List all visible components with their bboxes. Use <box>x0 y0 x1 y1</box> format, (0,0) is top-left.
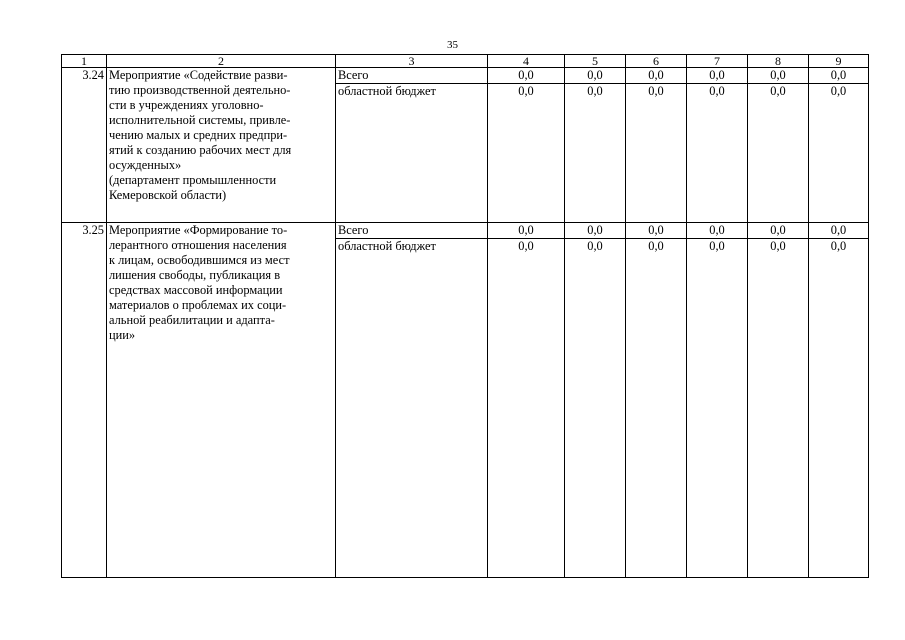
column-number-row <box>62 55 869 68</box>
funding-value: 0,0 <box>809 84 869 223</box>
funding-value: 0,0 <box>626 84 687 223</box>
funding-value: 0,0 <box>565 84 626 223</box>
column-header: 9 <box>809 55 869 68</box>
activity-description-text: Мероприятие «Формирование то- лерантного отношения населения к лицам, освободившимся из мест лишения свободы, публикация в средствах массовой информации материалов о проблемах их соци- альной реабилитации и адапта- ции» <box>109 223 290 342</box>
funding-value: 0,0 <box>488 68 565 84</box>
funding-value: 0,0 <box>748 239 809 578</box>
column-header: 8 <box>748 55 809 68</box>
funding-value: 0,0 <box>488 84 565 223</box>
activity-description <box>107 223 336 578</box>
activity-description <box>107 68 336 223</box>
column-header: 3 <box>336 55 488 68</box>
activity-number: 3.24 <box>62 68 107 223</box>
column-header: 7 <box>687 55 748 68</box>
activity-description-text: Мероприятие «Содействие разви- тию производственной деятельно- сти в учреждениях уголовно- исполнительной системы, привле- чению малых и средних предпри- ятий к созданию рабочих мест для осужденных» (департамент промышленности Кемеровской области) <box>109 68 292 202</box>
funding-value: 0,0 <box>748 223 809 239</box>
funding-source: областной бюджет <box>336 84 488 223</box>
funding-value: 0,0 <box>687 223 748 239</box>
column-header: 4 <box>488 55 565 68</box>
funding-source: Всего <box>336 68 488 84</box>
funding-value: 0,0 <box>748 68 809 84</box>
page-number: 35 <box>447 39 458 51</box>
table-row <box>62 68 869 84</box>
funding-value: 0,0 <box>626 68 687 84</box>
column-header: 2 <box>107 55 336 68</box>
activity-number: 3.25 <box>62 223 107 578</box>
funding-value: 0,0 <box>488 239 565 578</box>
funding-value: 0,0 <box>687 239 748 578</box>
column-header: 1 <box>62 55 107 68</box>
funding-value: 0,0 <box>565 223 626 239</box>
funding-value: 0,0 <box>565 239 626 578</box>
funding-value: 0,0 <box>687 84 748 223</box>
funding-value: 0,0 <box>809 223 869 239</box>
column-header: 6 <box>626 55 687 68</box>
funding-value: 0,0 <box>565 68 626 84</box>
funding-value: 0,0 <box>748 84 809 223</box>
funding-value: 0,0 <box>809 68 869 84</box>
funding-value: 0,0 <box>488 223 565 239</box>
table-row <box>62 223 869 239</box>
funding-value: 0,0 <box>626 239 687 578</box>
funding-value: 0,0 <box>626 223 687 239</box>
funding-value: 0,0 <box>809 239 869 578</box>
funding-value: 0,0 <box>687 68 748 84</box>
program-activities-table <box>61 54 869 578</box>
funding-source: областной бюджет <box>336 239 488 578</box>
funding-source: Всего <box>336 223 488 239</box>
column-header: 5 <box>565 55 626 68</box>
